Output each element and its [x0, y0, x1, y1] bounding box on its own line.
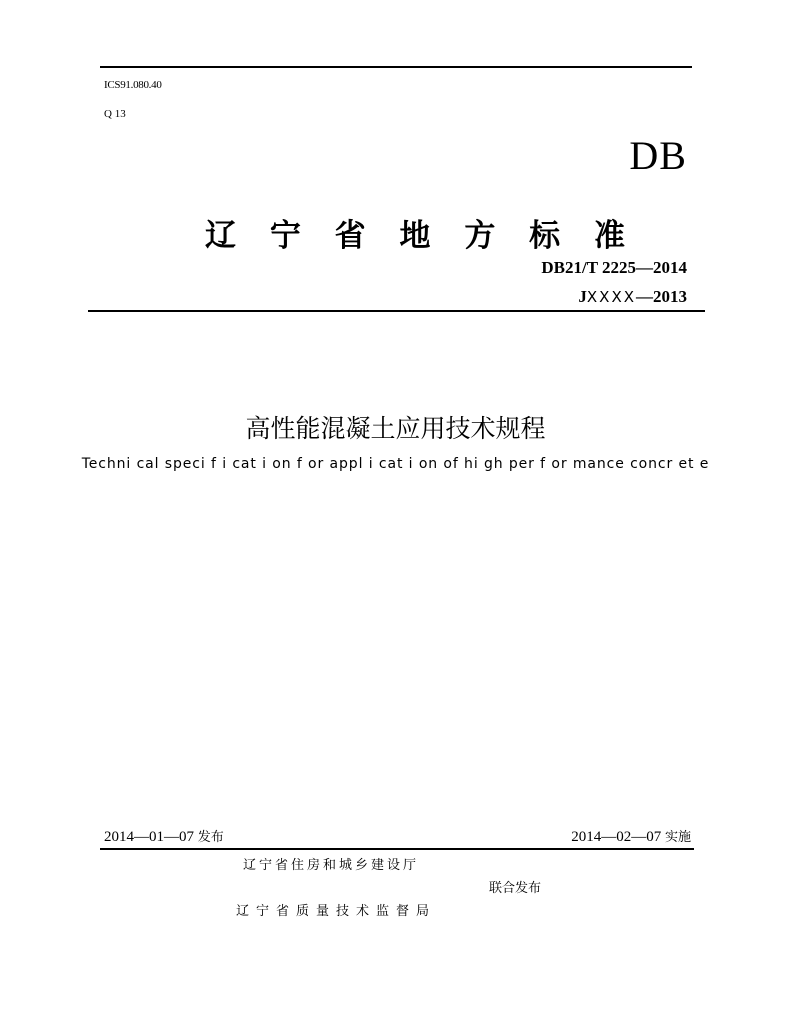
title-char: 方 — [464, 218, 496, 254]
title-char: 标 — [529, 218, 561, 254]
english-title: Techni cal speci f i cat i on f or appl i cat i on of hi gh per f or mance concr et e — [81, 456, 710, 472]
ics-code: ICS91.080.40 — [104, 79, 162, 91]
issue-date-value: 2014—01—07 — [104, 829, 194, 845]
implement-date — [571, 826, 691, 846]
agency-quality: 辽宁省质量技术监督局 — [236, 904, 437, 919]
title-char: 省 — [334, 218, 366, 254]
issue-label: 发布 — [197, 830, 224, 845]
standard-type-title — [205, 210, 625, 255]
issue-date — [104, 826, 224, 846]
record-mid: XXXX — [586, 288, 636, 306]
record-suffix: —2013 — [636, 287, 687, 306]
title-char: 地 — [399, 218, 431, 254]
joint-release-label: 联合发布 — [489, 881, 542, 896]
record-prefix: J — [578, 287, 587, 306]
title-char: 宁 — [269, 218, 301, 254]
classification-code: Q 13 — [104, 108, 126, 120]
agency-housing: 辽宁省住房和城乡建设厅 — [243, 858, 420, 873]
record-number — [578, 287, 687, 307]
top-rule — [100, 66, 692, 68]
chinese-title: 高性能混凝土应用技术规程 — [245, 414, 546, 443]
implement-date-value: 2014—02—07 — [571, 829, 662, 845]
title-char: 辽 — [205, 218, 236, 254]
title-char: 准 — [593, 218, 625, 254]
db-mark: DB — [629, 133, 687, 178]
header-rule — [88, 310, 705, 312]
implement-label: 实施 — [664, 830, 691, 845]
footer-rule — [100, 848, 694, 850]
standard-number: DB21/T 2225—2014 — [541, 258, 687, 277]
